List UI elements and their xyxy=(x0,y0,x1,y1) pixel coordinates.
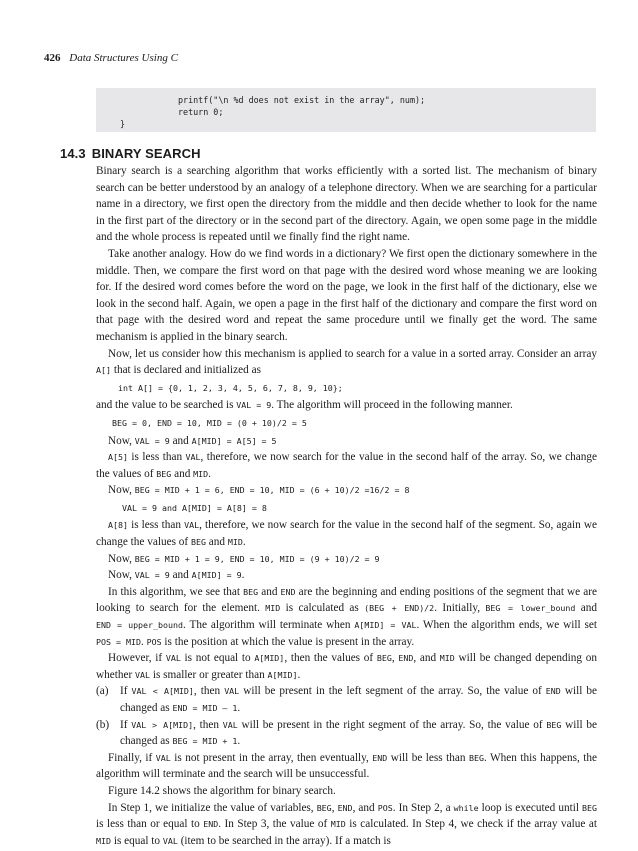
paragraph: In Step 1, we initialize the value of variables, BEG, END, and POS. In Step 2, a while loop is executed until BEG is less than or equal to END. In Step 3, the value of MID is calculated. In Step 4, we check if the array value at MID is equal to VAL (item to be searched in the array). If a match is xyxy=(96,801,598,847)
paragraph: Figure 14.2 shows the algorithm for binary search. xyxy=(108,784,336,797)
inline-code: VAL xyxy=(155,752,171,763)
paragraph: Binary search is a searching algorithm that works efficiently with a sorted list. The mechanism of binary search can be better understood by an analogy of a telephone directory. When we are searching for a particular name in a directory, we first open the directory from the middle and then decide whether to look for the name in the first part of the directory or in the second part of the directory. Again, we open some page in the middle and the whole process is repeated until we finally find the right name. xyxy=(96,165,597,244)
inline-code: VAL xyxy=(135,669,151,680)
inline-code: VAL = 9 xyxy=(134,435,170,446)
inline-code: MID xyxy=(265,603,281,614)
list-item: (a) If VAL < A[MID], then VAL will be present in the left segment of the array. So, the value of END will be changed as END = MID – 1. xyxy=(96,685,597,714)
section-title: BINARY SEARCH xyxy=(91,146,201,161)
inline-code: A[] xyxy=(96,365,111,376)
inline-code: VAL = 9 xyxy=(134,570,170,581)
paragraph: Now, VAL = 9 and A[MID] = A[5] = 5 xyxy=(108,434,277,447)
code-line: } xyxy=(120,119,126,129)
book-title: Data Structures Using C xyxy=(69,52,178,64)
inline-code: END = upper_bound xyxy=(96,620,184,631)
page-number: 426 xyxy=(44,52,61,64)
inline-code: A[MID] xyxy=(267,669,298,680)
paragraph: However, if VAL is not equal to A[MID], then the values of BEG, END, and MID will be changed depending on whether VAL is smaller or greater than A[MID]. xyxy=(96,652,597,681)
inline-code: BEG xyxy=(243,586,259,597)
inline-code: A[MID] xyxy=(254,653,285,664)
inline-code: BEG = MID + 1 = 6, END = 10, MID = (6 + 10)/2 =16/2 = 8 xyxy=(134,485,410,496)
inline-code: END xyxy=(372,752,388,763)
inline-code: BEG xyxy=(156,468,172,479)
inline-code: A[MID] = 9 xyxy=(191,570,242,581)
inline-code: VAL xyxy=(184,520,200,531)
section-number: 14.3 xyxy=(60,146,86,161)
section-body xyxy=(96,163,597,849)
inline-code: VAL > A[MID] xyxy=(131,719,194,730)
inline-code: MID xyxy=(96,835,111,846)
inline-code: VAL xyxy=(224,686,240,697)
paragraph: and the value to be searched is VAL = 9. The algorithm will proceed in the following manner. xyxy=(96,399,513,412)
inline-code: BEG xyxy=(190,537,206,548)
inline-code: (BEG + END)/2 xyxy=(364,603,435,614)
paragraph: Now, let us consider how this mechanism is applied to search for a value in a sorted array. Consider an array A[] that is declared and initialized as xyxy=(96,347,597,377)
inline-code: BEG = lower_bound xyxy=(485,603,576,614)
inline-code: BEG = MID + 1 = 9, END = 10, MID = (9 + 10)/2 = 9 xyxy=(134,553,380,564)
inline-code: END xyxy=(337,802,353,813)
inline-code: while xyxy=(453,802,479,813)
inline-code: VAL xyxy=(185,452,201,463)
section-heading xyxy=(60,146,201,161)
paragraph: In this algorithm, we see that BEG and END are the beginning and ending positions of the segment that we are looking to search for the element. MID is calculated as (BEG + END)/2. Initially, BEG = lower_bound and END = upper_bound. The algorithm will terminate when A[MID] = VAL. When the algorithm ends, we will set POS = MID. POS is the position at which the value is present in the array. xyxy=(96,585,598,648)
inline-code: BEG = MID + 1 xyxy=(172,736,238,747)
inline-code: MID xyxy=(439,653,455,664)
code-example: BEG = 0, END = 10, MID = (0 + 10)/2 = 5 xyxy=(112,417,307,428)
paragraph: Now, BEG = MID + 1 = 6, END = 10, MID = (6 + 10)/2 =16/2 = 8 xyxy=(108,484,410,497)
paragraph: Finally, if VAL is not present in the array, then eventually, END will be less than BEG. When this happens, the algorithm will terminate and the search will be unsuccessful. xyxy=(96,751,597,781)
inline-code: BEG xyxy=(582,802,598,813)
inline-code: END = MID – 1 xyxy=(172,703,238,713)
inline-code: A[8] xyxy=(108,520,128,531)
inline-code: BEG xyxy=(468,752,484,763)
inline-code: BEG xyxy=(376,653,392,664)
inline-code: POS xyxy=(377,802,393,813)
running-header xyxy=(44,52,178,64)
list-item: (b) If VAL > A[MID], then VAL will be present in the right segment of the array. So, the value of BEG will be changed as BEG = MID + 1. xyxy=(96,718,597,748)
paragraph: A[8] is less than VAL, therefore, we now search for the value in the second half of the segment. So, again we change the values of BEG and MID. xyxy=(96,519,598,549)
inline-code: VAL xyxy=(162,835,178,846)
code-line: return 0; xyxy=(178,107,224,117)
paragraph: A[5] is less than VAL, therefore, we now search for the value in the second half of the array. So, we change the values of BEG and MID. xyxy=(96,451,598,480)
code-example: VAL = 9 and A[MID] = A[8] = 8 xyxy=(122,502,267,513)
inline-code: BEG xyxy=(546,719,562,730)
list-label: (b) xyxy=(96,718,110,731)
inline-code: A[5] xyxy=(108,452,128,463)
inline-code: MID xyxy=(193,468,209,479)
inline-code: MID xyxy=(330,819,346,830)
inline-code: VAL xyxy=(165,653,181,664)
inline-code: VAL < A[MID] xyxy=(131,686,194,697)
inline-code: END xyxy=(398,653,414,664)
inline-code: END xyxy=(203,819,219,830)
inline-code: VAL = 9 xyxy=(236,400,272,411)
list-label: (a) xyxy=(96,685,109,698)
inline-code: END xyxy=(280,586,296,597)
paragraph: Now, BEG = MID + 1 = 9, END = 10, MID = (9 + 10)/2 = 9 xyxy=(108,552,380,565)
code-example: int A[] = {0, 1, 2, 3, 4, 5, 6, 7, 8, 9, 10}; xyxy=(118,382,343,393)
inline-code: A[MID] = VAL xyxy=(354,620,417,631)
inline-code: POS = MID xyxy=(96,636,141,647)
inline-code: END xyxy=(545,686,561,697)
code-line: printf("\n %d does not exist in the array", num); xyxy=(178,95,426,105)
inline-code: VAL xyxy=(222,719,238,730)
paragraph: Take another analogy. How do we find words in a dictionary? We first open the dictionary somewhere in the middle. Then, we compare the first word on that page with the desired word whose meaning we are looking for. If the desired word comes before the word on the page, we look in the first half of the dictionary, else we look in the second half. Again, we open a page in the first half of the dictionary and compare the first word on that page with the desired word and repeat the same procedure until we finally get the word. The same mechanism is applied in the binary search. xyxy=(96,247,597,343)
inline-code: POS xyxy=(146,636,162,647)
code-listing-continuation xyxy=(96,88,596,132)
inline-code: A[MID] = A[5] = 5 xyxy=(191,435,277,446)
inline-code: BEG xyxy=(316,802,332,813)
inline-code: MID xyxy=(227,537,243,548)
paragraph: Now, VAL = 9 and A[MID] = 9. xyxy=(108,569,245,582)
